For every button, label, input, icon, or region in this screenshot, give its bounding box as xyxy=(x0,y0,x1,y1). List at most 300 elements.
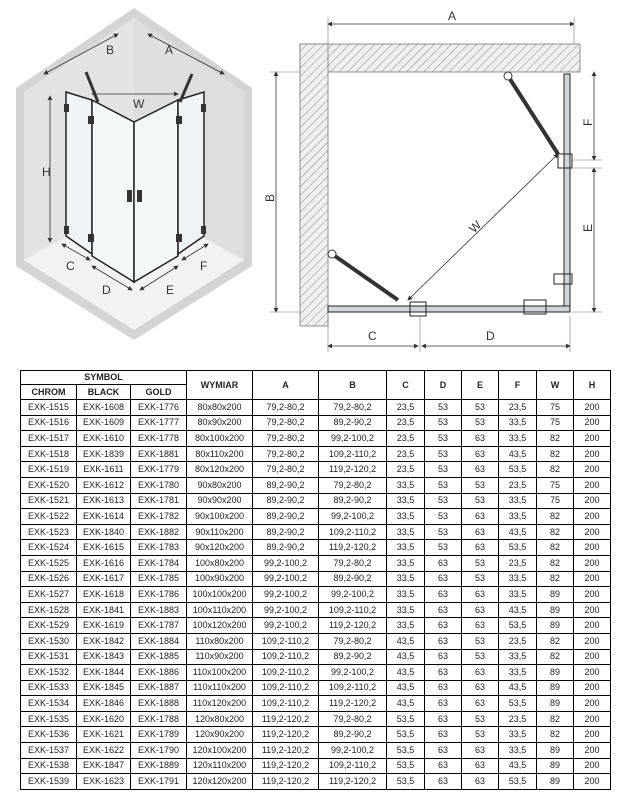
col-header-a: A xyxy=(253,371,319,400)
cell-black: EXK-1843 xyxy=(77,649,131,665)
cell-gold: EXK-1886 xyxy=(131,665,187,681)
cell-e: 63 xyxy=(462,446,499,462)
cell-c: 23,5 xyxy=(387,415,425,431)
cell-d: 53 xyxy=(425,540,462,556)
cell-w: 82 xyxy=(537,711,574,727)
cell-gold: EXK-1889 xyxy=(131,758,187,774)
table-row xyxy=(21,477,611,493)
cell-w: 82 xyxy=(537,571,574,587)
cell-gold: EXK-1883 xyxy=(131,602,187,618)
isometric-drawing xyxy=(8,4,266,344)
cell-c: 53,5 xyxy=(387,774,425,790)
top-wall xyxy=(300,44,580,72)
table-row xyxy=(21,415,611,431)
cell-d: 63 xyxy=(425,758,462,774)
cell-d: 63 xyxy=(425,665,462,681)
cell-gold: EXK-1881 xyxy=(131,446,187,462)
cell-h: 200 xyxy=(574,400,611,416)
cell-black: EXK-1840 xyxy=(77,524,131,540)
cell-f: 23,5 xyxy=(499,555,537,571)
cell-w: 82 xyxy=(537,431,574,447)
cell-gold: EXK-1778 xyxy=(131,431,187,447)
cell-f: 33,5 xyxy=(499,493,537,509)
cell-c: 23,5 xyxy=(387,462,425,478)
cell-a: 79,2-80,2 xyxy=(253,415,319,431)
cell-d: 63 xyxy=(425,571,462,587)
cell-b: 109,2-110,2 xyxy=(319,758,387,774)
cell-b: 79,2-80,2 xyxy=(319,633,387,649)
cell-w: 89 xyxy=(537,618,574,634)
cell-a: 119,2-120,2 xyxy=(253,758,319,774)
cell-h: 200 xyxy=(574,462,611,478)
cell-b: 79,2-80,2 xyxy=(319,477,387,493)
cell-w: 82 xyxy=(537,509,574,525)
cell-h: 200 xyxy=(574,727,611,743)
cell-chrom: EXK-1532 xyxy=(21,665,77,681)
cell-black: EXK-1613 xyxy=(77,493,131,509)
table-row xyxy=(21,727,611,743)
cell-e: 63 xyxy=(462,618,499,634)
table-row xyxy=(21,446,611,462)
table-row xyxy=(21,743,611,759)
cell-a: 99,2-100,2 xyxy=(253,618,319,634)
cell-h: 200 xyxy=(574,711,611,727)
cell-wymiar: 80x120x200 xyxy=(187,462,253,478)
cell-chrom: EXK-1516 xyxy=(21,415,77,431)
cell-black: EXK-1612 xyxy=(77,477,131,493)
cell-wymiar: 100x80x200 xyxy=(187,555,253,571)
cell-b: 109,2-110,2 xyxy=(319,680,387,696)
cell-wymiar: 110x110x200 xyxy=(187,680,253,696)
cell-w: 82 xyxy=(537,446,574,462)
cell-c: 33,5 xyxy=(387,509,425,525)
cell-w: 82 xyxy=(537,555,574,571)
cell-gold: EXK-1785 xyxy=(131,571,187,587)
cell-b: 99,2-100,2 xyxy=(319,743,387,759)
cell-c: 53,5 xyxy=(387,758,425,774)
cell-wymiar: 80x110x200 xyxy=(187,446,253,462)
cell-black: EXK-1610 xyxy=(77,431,131,447)
cell-e: 63 xyxy=(462,540,499,556)
cell-f: 33,5 xyxy=(499,571,537,587)
cell-a: 109,2-110,2 xyxy=(253,665,319,681)
cell-w: 89 xyxy=(537,587,574,603)
cell-chrom: EXK-1536 xyxy=(21,727,77,743)
cell-black: EXK-1623 xyxy=(77,774,131,790)
iso-label-a: A xyxy=(165,43,174,57)
cell-e: 53 xyxy=(462,649,499,665)
cell-b: 119,2-120,2 xyxy=(319,618,387,634)
cell-h: 200 xyxy=(574,633,611,649)
cell-e: 53 xyxy=(462,727,499,743)
cell-black: EXK-1608 xyxy=(77,400,131,416)
iso-label-h: H xyxy=(42,165,51,179)
cell-c: 43,5 xyxy=(387,680,425,696)
cell-black: EXK-1614 xyxy=(77,509,131,525)
cell-wymiar: 100x90x200 xyxy=(187,571,253,587)
cell-w: 75 xyxy=(537,400,574,416)
cell-chrom: EXK-1515 xyxy=(21,400,77,416)
iso-label-e: E xyxy=(166,283,175,297)
cell-a: 79,2-80,2 xyxy=(253,400,319,416)
cell-wymiar: 120x90x200 xyxy=(187,727,253,743)
cell-a: 99,2-100,2 xyxy=(253,602,319,618)
cell-black: EXK-1617 xyxy=(77,571,131,587)
cell-d: 53 xyxy=(425,400,462,416)
cell-w: 82 xyxy=(537,524,574,540)
cell-black: EXK-1847 xyxy=(77,758,131,774)
cell-c: 53,5 xyxy=(387,727,425,743)
cell-d: 63 xyxy=(425,711,462,727)
cell-wymiar: 120x110x200 xyxy=(187,758,253,774)
cell-black: EXK-1616 xyxy=(77,555,131,571)
iso-label-d: D xyxy=(102,283,111,297)
cell-w: 82 xyxy=(537,727,574,743)
cell-chrom: EXK-1518 xyxy=(21,446,77,462)
plan-label-d: D xyxy=(486,329,495,343)
cell-gold: EXK-1781 xyxy=(131,493,187,509)
cell-chrom: EXK-1531 xyxy=(21,649,77,665)
cell-c: 33,5 xyxy=(387,618,425,634)
cell-d: 63 xyxy=(425,743,462,759)
cell-chrom: EXK-1533 xyxy=(21,680,77,696)
cell-black: EXK-1609 xyxy=(77,415,131,431)
table-row xyxy=(21,462,611,478)
cell-a: 89,2-90,2 xyxy=(253,540,319,556)
cell-chrom: EXK-1526 xyxy=(21,571,77,587)
cell-h: 200 xyxy=(574,743,611,759)
cell-d: 53 xyxy=(425,431,462,447)
table-row xyxy=(21,587,611,603)
cell-c: 23,5 xyxy=(387,446,425,462)
cell-c: 33,5 xyxy=(387,555,425,571)
cell-b: 89,2-90,2 xyxy=(319,727,387,743)
cell-wymiar: 110x120x200 xyxy=(187,696,253,712)
cell-h: 200 xyxy=(574,649,611,665)
cell-b: 99,2-100,2 xyxy=(319,587,387,603)
cell-h: 200 xyxy=(574,431,611,447)
cell-e: 63 xyxy=(462,431,499,447)
cell-e: 63 xyxy=(462,680,499,696)
plan-view-drawing xyxy=(262,4,622,356)
cell-gold: EXK-1784 xyxy=(131,555,187,571)
cell-h: 200 xyxy=(574,587,611,603)
table-row xyxy=(21,758,611,774)
cell-e: 53 xyxy=(462,400,499,416)
cell-h: 200 xyxy=(574,509,611,525)
cell-b: 109,2-110,2 xyxy=(319,446,387,462)
right-glass-panel xyxy=(564,74,570,312)
plan-label-b: B xyxy=(263,193,277,202)
cell-c: 43,5 xyxy=(387,649,425,665)
cell-h: 200 xyxy=(574,618,611,634)
cell-w: 89 xyxy=(537,774,574,790)
dimensions-table xyxy=(20,370,611,790)
cell-b: 89,2-90,2 xyxy=(319,571,387,587)
cell-d: 63 xyxy=(425,587,462,603)
cell-e: 53 xyxy=(462,477,499,493)
table-row xyxy=(21,555,611,571)
col-header-e: E xyxy=(462,371,499,400)
cell-black: EXK-1841 xyxy=(77,602,131,618)
cell-d: 53 xyxy=(425,477,462,493)
cell-b: 109,2-110,2 xyxy=(319,524,387,540)
cell-chrom: EXK-1521 xyxy=(21,493,77,509)
col-header-d: D xyxy=(425,371,462,400)
cell-c: 43,5 xyxy=(387,696,425,712)
cell-gold: EXK-1780 xyxy=(131,477,187,493)
cell-gold: EXK-1789 xyxy=(131,727,187,743)
cell-wymiar: 120x80x200 xyxy=(187,711,253,727)
cell-f: 33,5 xyxy=(499,587,537,603)
col-header-wymiar: WYMIAR xyxy=(187,371,253,400)
cell-c: 53,5 xyxy=(387,711,425,727)
cell-gold: EXK-1786 xyxy=(131,587,187,603)
cell-c: 33,5 xyxy=(387,477,425,493)
cell-c: 33,5 xyxy=(387,493,425,509)
cell-black: EXK-1839 xyxy=(77,446,131,462)
cell-f: 43,5 xyxy=(499,446,537,462)
cell-b: 119,2-120,2 xyxy=(319,540,387,556)
cell-a: 119,2-120,2 xyxy=(253,774,319,790)
cell-f: 23,5 xyxy=(499,711,537,727)
col-header-f: F xyxy=(499,371,537,400)
cell-a: 99,2-100,2 xyxy=(253,571,319,587)
cell-b: 99,2-100,2 xyxy=(319,665,387,681)
cell-b: 79,2-80,2 xyxy=(319,400,387,416)
cell-h: 200 xyxy=(574,696,611,712)
table-row xyxy=(21,711,611,727)
cell-gold: EXK-1887 xyxy=(131,680,187,696)
col-header-gold: GOLD xyxy=(131,385,187,400)
cell-b: 89,2-90,2 xyxy=(319,493,387,509)
cell-h: 200 xyxy=(574,758,611,774)
cell-wymiar: 90x100x200 xyxy=(187,509,253,525)
table-row xyxy=(21,493,611,509)
cell-b: 119,2-120,2 xyxy=(319,462,387,478)
table-body xyxy=(21,400,611,790)
cell-wymiar: 110x90x200 xyxy=(187,649,253,665)
cell-f: 33,5 xyxy=(499,743,537,759)
cell-gold: EXK-1777 xyxy=(131,415,187,431)
col-header-h: H xyxy=(574,371,611,400)
top-stabilizer-bar xyxy=(508,76,558,154)
cell-c: 33,5 xyxy=(387,540,425,556)
cell-c: 43,5 xyxy=(387,633,425,649)
col-header-b: B xyxy=(319,371,387,400)
cell-chrom: EXK-1523 xyxy=(21,524,77,540)
cell-d: 53 xyxy=(425,446,462,462)
cell-black: EXK-1845 xyxy=(77,680,131,696)
cell-a: 119,2-120,2 xyxy=(253,743,319,759)
cell-a: 119,2-120,2 xyxy=(253,711,319,727)
cell-w: 82 xyxy=(537,540,574,556)
cell-chrom: EXK-1530 xyxy=(21,633,77,649)
cell-b: 109,2-110,2 xyxy=(319,602,387,618)
cell-f: 43,5 xyxy=(499,602,537,618)
cell-a: 79,2-80,2 xyxy=(253,431,319,447)
bottom-glass-panel xyxy=(328,306,570,312)
table-row xyxy=(21,509,611,525)
cell-wymiar: 110x100x200 xyxy=(187,665,253,681)
cell-a: 89,2-90,2 xyxy=(253,477,319,493)
cell-f: 33,5 xyxy=(499,509,537,525)
cell-f: 23,5 xyxy=(499,477,537,493)
cell-chrom: EXK-1525 xyxy=(21,555,77,571)
cell-wymiar: 90x120x200 xyxy=(187,540,253,556)
cell-d: 63 xyxy=(425,696,462,712)
cell-chrom: EXK-1522 xyxy=(21,509,77,525)
cell-f: 43,5 xyxy=(499,680,537,696)
col-header-black: BLACK xyxy=(77,385,131,400)
cell-f: 53,5 xyxy=(499,462,537,478)
cell-f: 33,5 xyxy=(499,727,537,743)
cell-e: 53 xyxy=(462,571,499,587)
symbol-header: SYMBOL xyxy=(21,371,187,385)
iso-label-c: C xyxy=(66,259,75,273)
cell-c: 33,5 xyxy=(387,524,425,540)
cell-f: 23,5 xyxy=(499,633,537,649)
cell-e: 63 xyxy=(462,602,499,618)
cell-b: 99,2-100,2 xyxy=(319,509,387,525)
cell-black: EXK-1622 xyxy=(77,743,131,759)
cell-gold: EXK-1885 xyxy=(131,649,187,665)
cell-e: 63 xyxy=(462,587,499,603)
cell-e: 53 xyxy=(462,555,499,571)
cell-f: 33,5 xyxy=(499,649,537,665)
right-handle xyxy=(137,190,142,202)
cell-gold: EXK-1787 xyxy=(131,618,187,634)
cell-f: 43,5 xyxy=(499,524,537,540)
table-row xyxy=(21,571,611,587)
cell-c: 53,5 xyxy=(387,743,425,759)
cell-h: 200 xyxy=(574,774,611,790)
cell-a: 89,2-90,2 xyxy=(253,509,319,525)
cell-black: EXK-1618 xyxy=(77,587,131,603)
plan-label-a: A xyxy=(448,9,457,23)
cell-chrom: EXK-1535 xyxy=(21,711,77,727)
cell-e: 63 xyxy=(462,665,499,681)
cell-h: 200 xyxy=(574,524,611,540)
cell-black: EXK-1611 xyxy=(77,462,131,478)
cell-chrom: EXK-1538 xyxy=(21,758,77,774)
plan-label-e: E xyxy=(581,223,595,232)
cell-wymiar: 100x110x200 xyxy=(187,602,253,618)
cell-b: 79,2-80,2 xyxy=(319,711,387,727)
left-stabilizer-bar xyxy=(332,254,398,300)
cell-b: 89,2-90,2 xyxy=(319,649,387,665)
cell-h: 200 xyxy=(574,446,611,462)
table-row xyxy=(21,431,611,447)
cell-e: 63 xyxy=(462,509,499,525)
cell-e: 63 xyxy=(462,774,499,790)
cell-a: 99,2-100,2 xyxy=(253,555,319,571)
cell-e: 53 xyxy=(462,711,499,727)
cell-wymiar: 100x120x200 xyxy=(187,618,253,634)
cell-d: 53 xyxy=(425,415,462,431)
plan-label-f: F xyxy=(581,118,595,126)
table-row xyxy=(21,774,611,790)
cell-f: 53,5 xyxy=(499,774,537,790)
cell-f: 53,5 xyxy=(499,696,537,712)
cell-d: 63 xyxy=(425,618,462,634)
cell-c: 23,5 xyxy=(387,400,425,416)
cell-f: 53,5 xyxy=(499,618,537,634)
cell-h: 200 xyxy=(574,477,611,493)
cell-gold: EXK-1882 xyxy=(131,524,187,540)
cell-c: 33,5 xyxy=(387,587,425,603)
plan-label-c: C xyxy=(368,329,377,343)
cell-d: 63 xyxy=(425,602,462,618)
cell-wymiar: 80x80x200 xyxy=(187,400,253,416)
cell-a: 109,2-110,2 xyxy=(253,633,319,649)
cell-w: 89 xyxy=(537,758,574,774)
cell-w: 89 xyxy=(537,696,574,712)
cell-b: 119,2-120,2 xyxy=(319,774,387,790)
col-header-w: W xyxy=(537,371,574,400)
cell-gold: EXK-1884 xyxy=(131,633,187,649)
cell-b: 99,2-100,2 xyxy=(319,431,387,447)
cell-d: 53 xyxy=(425,524,462,540)
cell-chrom: EXK-1524 xyxy=(21,540,77,556)
cell-a: 79,2-80,2 xyxy=(253,446,319,462)
cell-chrom: EXK-1519 xyxy=(21,462,77,478)
cell-w: 89 xyxy=(537,743,574,759)
cell-wymiar: 120x120x200 xyxy=(187,774,253,790)
cell-d: 53 xyxy=(425,462,462,478)
cell-d: 63 xyxy=(425,774,462,790)
cell-a: 119,2-120,2 xyxy=(253,727,319,743)
cell-e: 53 xyxy=(462,415,499,431)
col-header-c: C xyxy=(387,371,425,400)
cell-chrom: EXK-1539 xyxy=(21,774,77,790)
table-row xyxy=(21,696,611,712)
table-row xyxy=(21,602,611,618)
left-wall xyxy=(300,44,328,326)
table-row xyxy=(21,680,611,696)
table-row xyxy=(21,540,611,556)
iso-label-f: F xyxy=(200,259,208,273)
cell-e: 63 xyxy=(462,462,499,478)
cell-c: 23,5 xyxy=(387,431,425,447)
table-row xyxy=(21,400,611,416)
cell-chrom: EXK-1537 xyxy=(21,743,77,759)
cell-a: 99,2-100,2 xyxy=(253,587,319,603)
cell-f: 33,5 xyxy=(499,415,537,431)
cell-f: 23,5 xyxy=(499,400,537,416)
cell-h: 200 xyxy=(574,415,611,431)
cell-chrom: EXK-1528 xyxy=(21,602,77,618)
cell-d: 53 xyxy=(425,493,462,509)
cell-wymiar: 90x110x200 xyxy=(187,524,253,540)
cell-a: 109,2-110,2 xyxy=(253,649,319,665)
cell-w: 82 xyxy=(537,462,574,478)
cell-d: 63 xyxy=(425,649,462,665)
cell-black: EXK-1615 xyxy=(77,540,131,556)
cell-d: 63 xyxy=(425,727,462,743)
table-row xyxy=(21,618,611,634)
cell-h: 200 xyxy=(574,602,611,618)
cell-a: 109,2-110,2 xyxy=(253,680,319,696)
cell-f: 53,5 xyxy=(499,540,537,556)
cell-f: 33,5 xyxy=(499,665,537,681)
cell-chrom: EXK-1529 xyxy=(21,618,77,634)
cell-h: 200 xyxy=(574,540,611,556)
cell-d: 63 xyxy=(425,633,462,649)
cell-gold: EXK-1788 xyxy=(131,711,187,727)
cell-wymiar: 80x100x200 xyxy=(187,431,253,447)
plan-label-w: W xyxy=(466,217,485,236)
